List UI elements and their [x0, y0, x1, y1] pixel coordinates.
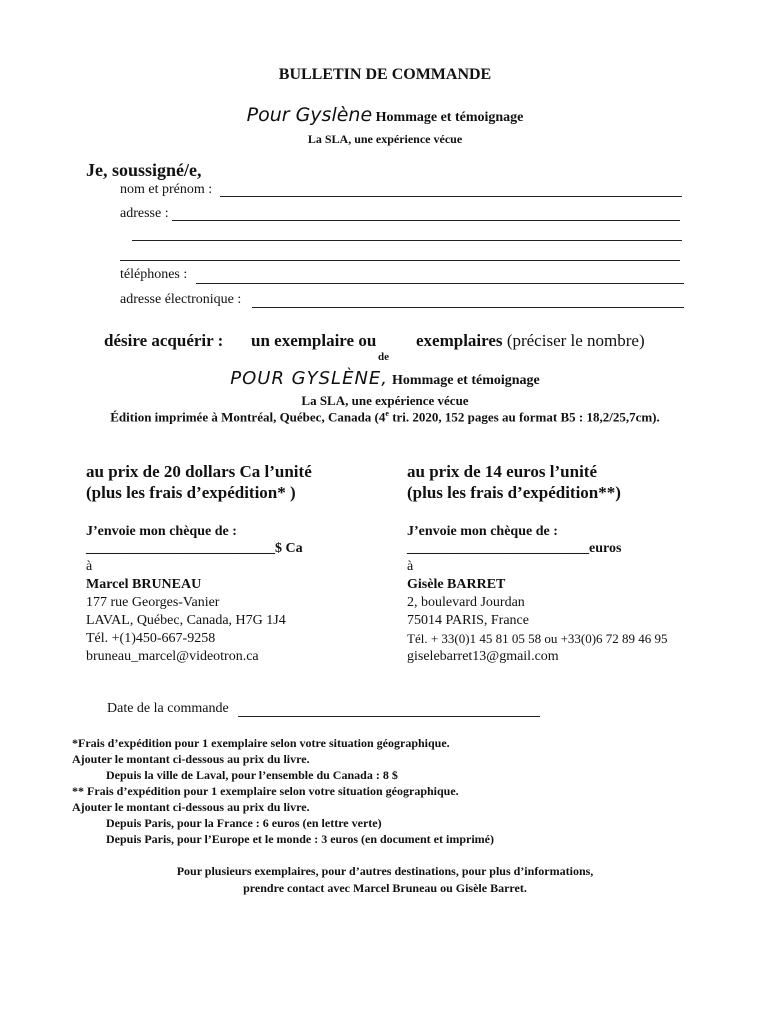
address-input-line-2[interactable]: [132, 240, 682, 241]
copies-label: exemplaires: [416, 331, 503, 350]
france-to: à: [407, 559, 414, 574]
book-subtitle: Hommage et témoignage: [375, 110, 524, 125]
copies-option[interactable]: [416, 331, 645, 351]
note-line-4: ** Frais d’expédition pour 1 exemplaire selon votre situation géographique.: [72, 784, 459, 798]
canada-street: 177 rue Georges-Vanier: [86, 595, 220, 610]
france-street: 2, boulevard Jourdan: [407, 595, 525, 610]
canada-to: à: [86, 559, 93, 574]
canada-price-line2: (plus les frais d’expédition* ): [86, 483, 296, 502]
canada-name: Marcel BRUNEAU: [86, 577, 202, 592]
france-price-line1: au prix de 14 euros l’unité: [407, 462, 598, 481]
name-label: nom et prénom :: [120, 182, 213, 197]
order-tagline: La SLA, une expérience vécue: [301, 393, 469, 408]
note-line-7: Depuis Paris, pour l’Europe et le monde : 3 euros (en document et imprimé): [106, 832, 494, 846]
edition-pre: Édition imprimée à Montréal, Québec, Canada (4: [110, 409, 386, 425]
phones-input-line[interactable]: [196, 283, 684, 284]
canada-contact: [86, 558, 286, 666]
footer-line-2: prendre contact avec Marcel Bruneau ou Gisèle Barret.: [243, 881, 527, 895]
book-title-script: Pour Gyslène: [246, 104, 373, 126]
canada-phone: Tél. +(1)450-667-9258: [86, 631, 216, 646]
signer-heading: Je, soussigné/e,: [86, 160, 202, 180]
name-input-line[interactable]: [220, 196, 682, 197]
form-title: BULLETIN DE COMMANDE: [278, 66, 492, 83]
france-price-line2: (plus les frais d’expédition**): [407, 483, 621, 502]
canada-price-line1: au prix de 20 dollars Ca l’unité: [86, 462, 312, 481]
order-date-input-line[interactable]: [238, 716, 540, 717]
france-name: Gisèle BARRET: [407, 577, 506, 592]
note-line-2: Ajouter le montant ci-dessous au prix du livre.: [72, 752, 310, 766]
note-line-3: Depuis la ville de Laval, pour l’ensemble du Canada : 8 $: [106, 768, 398, 782]
phones-label: téléphones :: [120, 267, 188, 282]
edition-info: [0, 409, 770, 425]
order-date-label: Date de la commande: [107, 701, 229, 716]
france-email: giselebarret13@gmail.com: [407, 649, 559, 664]
edition-post: tri. 2020, 152 pages au format B5 : 18,2/25,7cm).: [388, 409, 660, 425]
france-cheque-label: J’envoie mon chèque de :: [407, 524, 558, 539]
canada-cheque-amount-field[interactable]: ___________________________$ Ca: [86, 541, 303, 556]
one-copy-option[interactable]: un exemplaire ou: [251, 331, 377, 350]
canada-city: LAVAL, Québec, Canada, H7G 1J4: [86, 613, 286, 628]
note-line-6: Depuis Paris, pour la France : 6 euros (en lettre verte): [106, 816, 382, 830]
book-tagline: La SLA, une expérience vécue: [307, 132, 463, 146]
email-label: adresse électronique :: [120, 292, 242, 307]
book-title-caps: POUR GYSLÈNE,: [230, 368, 389, 389]
shipping-notes: [72, 735, 494, 847]
book-title-line: [0, 104, 770, 126]
france-city: 75014 PARIS, France: [407, 613, 529, 628]
edition-sup: e: [385, 409, 389, 418]
address-input-line-3[interactable]: [120, 260, 680, 261]
france-contact: [407, 558, 668, 666]
address-input-line-1[interactable]: [172, 220, 680, 221]
note-line-1: *Frais d’expédition pour 1 exemplaire selon votre situation géographique.: [72, 736, 450, 750]
de-label: de: [378, 351, 389, 363]
address-label: adresse :: [120, 206, 169, 221]
copies-specify: (préciser le nombre): [506, 331, 645, 350]
note-line-5: Ajouter le montant ci-dessous au prix du livre.: [72, 800, 310, 814]
email-input-line[interactable]: [252, 307, 684, 308]
desire-label: désire acquérir :: [104, 331, 224, 350]
canada-cheque-label: J’envoie mon chèque de :: [86, 524, 237, 539]
france-cheque-amount-field[interactable]: __________________________euros: [407, 541, 622, 556]
footer-line-1: Pour plusieurs exemplaires, pour d’autres destinations, pour plus d’informations,: [176, 864, 594, 878]
canada-email: bruneau_marcel@videotron.ca: [86, 649, 259, 664]
france-phone: Tél. + 33(0)1 45 81 05 58 ou +33(0)6 72 89 46 95: [407, 631, 668, 646]
order-book-subtitle: Hommage et témoignage: [392, 373, 540, 388]
book-title-caps-line: [0, 368, 770, 389]
